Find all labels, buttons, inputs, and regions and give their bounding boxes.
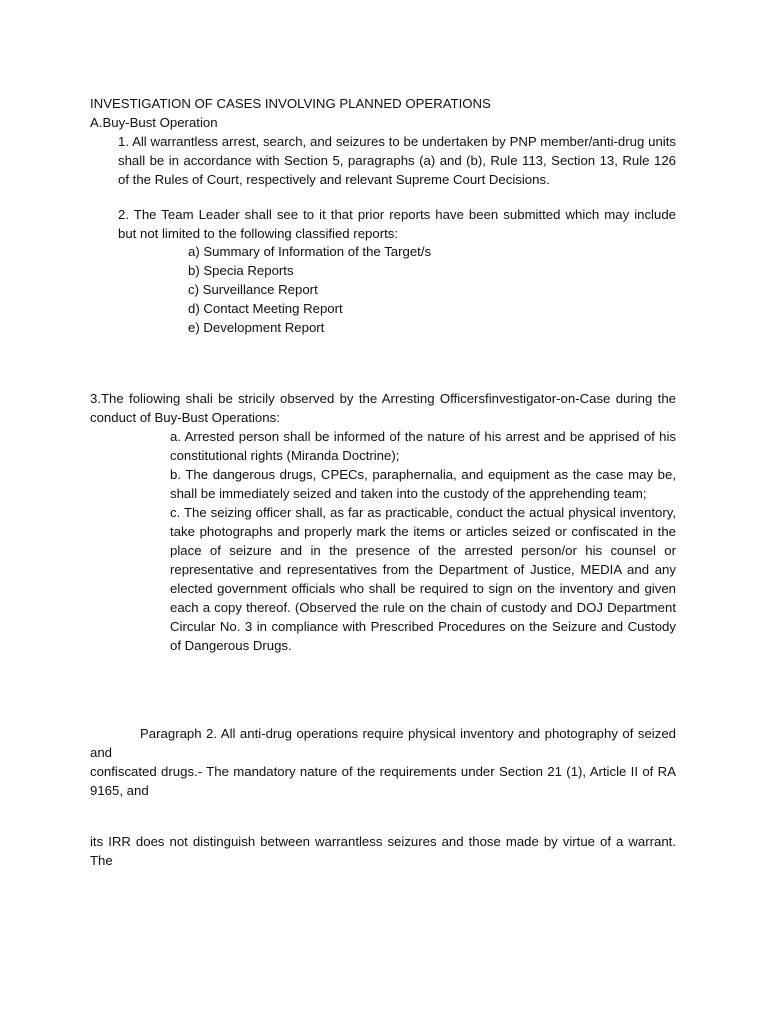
sub-item-b: b. The dangerous drugs, CPECs, paraphernalia, and equipment as the case may be, shall be immediately seized and taken into the custody of the apprehending team;	[170, 467, 676, 501]
sub-item-c: c. The seizing officer shall, as far as practicable, conduct the actual physical inventory, take photographs and properly mark the items or articles seized or confiscated in the place of seizure and in the presence of the arrested person/or his counsel or representative and representatives from the Department of Justice, MEDIA and any elected government officials who shall be required to sign on the inventory and given each a copy thereof. (Observed the rule on the chain of custody and DOJ Department Circular No. 3 in compliance with Prescribed Procedures on the Seizure and Custody of Dangerous Drugs.	[170, 505, 676, 653]
sub-item-a: a. Arrested person shall be informed of the nature of his arrest and be apprised of his constitutional rights (Miranda Doctrine);	[170, 429, 676, 463]
report-item: d) Contact Meeting Report	[188, 301, 343, 316]
item-1-paragraph: 1. All warrantless arrest, search, and seizures to be undertaken by PNP member/anti-drug units shall be in accordance with Section 5, paragraphs (a) and (b), Rule 113, Section 13, Rule 126 of the Rules of Court, respectively and relevant Supreme Court Decisions.	[118, 134, 676, 187]
report-item: c) Surveillance Report	[188, 282, 318, 297]
report-item: e) Development Report	[188, 320, 325, 335]
report-item: a) Summary of Information of the Target/s	[188, 244, 432, 259]
document-title: INVESTIGATION OF CASES INVOLVING PLANNED OPERATIONS	[90, 96, 491, 111]
paragraph-2-line-1: Paragraph 2. All anti-drug operations require physical inventory and photography of seized and	[90, 726, 676, 760]
section-heading-buy-bust: A.Buy-Bust Operation	[90, 115, 218, 130]
paragraph-3: its IRR does not distinguish between warrantless seizures and those made by virtue of a warrant. The	[90, 834, 676, 868]
item-2-paragraph: 2. The Team Leader shall see to it that prior reports have been submitted which may include but not limited to the following classified reports:	[118, 207, 676, 241]
paragraph-2-line-2: confiscated drugs.- The mandatory nature of the requirements under Section 21 (1), Article II of RA 9165, and	[90, 764, 676, 798]
item-3-paragraph: 3.The foliowing shali be stricily observed by the Arresting Officersfinvestigator-on-Case during the conduct of Buy-Bust Operations:	[90, 391, 676, 425]
classified-reports-list	[188, 242, 431, 337]
report-item: b) Specia Reports	[188, 263, 294, 278]
